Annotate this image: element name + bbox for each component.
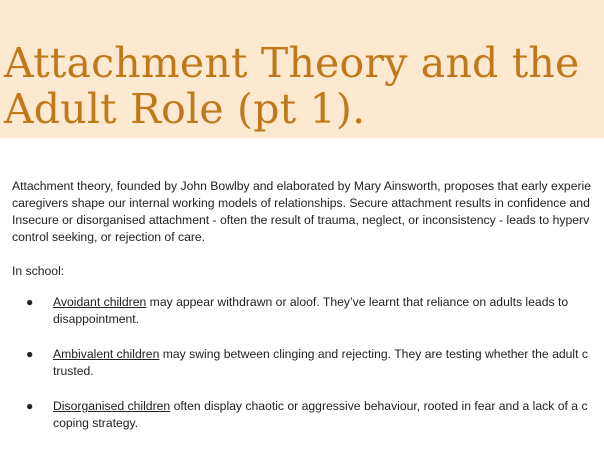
list-item-avoidant — [12, 294, 604, 328]
list-item-line — [53, 398, 604, 415]
list-item-line: coping strategy. — [53, 416, 139, 430]
page-title-line-1: Attachment Theory and the — [4, 39, 580, 87]
in-school-label: In school: — [12, 264, 65, 278]
intro-line: caregivers shape our internal working models of relationships. Secure attachment results in confidence and — [12, 196, 590, 210]
page-title-line-2: Adult Role (pt 1). — [4, 85, 366, 133]
intro-line: Attachment theory, founded by John Bowlby and elaborated by Mary Ainsworth, proposes that early experie — [12, 179, 592, 193]
list-item-text: may appear withdrawn or aloof. They’ve learnt that reliance on adults leads to — [146, 295, 569, 309]
intro-line: Insecure or disorganised attachment - often the result of trauma, neglect, or inconsistency - leads to hyperv — [12, 213, 590, 227]
list-item-line — [53, 346, 604, 363]
list-item-line: disappointment. — [53, 312, 140, 326]
bullet-icon: ● — [26, 399, 34, 413]
intro-line: control seeking, or rejection of care. — [12, 230, 206, 244]
term-disorganised-children: Disorganised children — [53, 399, 171, 413]
term-ambivalent-children: Ambivalent children — [53, 347, 160, 361]
page-title — [4, 40, 579, 132]
list-item-line — [53, 294, 604, 311]
list-item-text: may swing between clinging and rejecting. They are testing whether the adult c — [159, 347, 588, 361]
list-item-disorganised — [12, 398, 604, 432]
term-avoidant-children: Avoidant children — [53, 295, 147, 309]
list-item-line: trusted. — [53, 364, 94, 378]
bullet-icon: ● — [26, 295, 34, 309]
attachment-types-list — [12, 294, 604, 432]
list-item-ambivalent — [12, 346, 604, 380]
list-item-text: often display chaotic or aggressive behaviour, rooted in fear and a lack of a c — [170, 399, 588, 413]
intro-paragraph — [12, 178, 604, 246]
bullet-icon: ● — [26, 347, 34, 361]
document-body — [12, 178, 604, 450]
